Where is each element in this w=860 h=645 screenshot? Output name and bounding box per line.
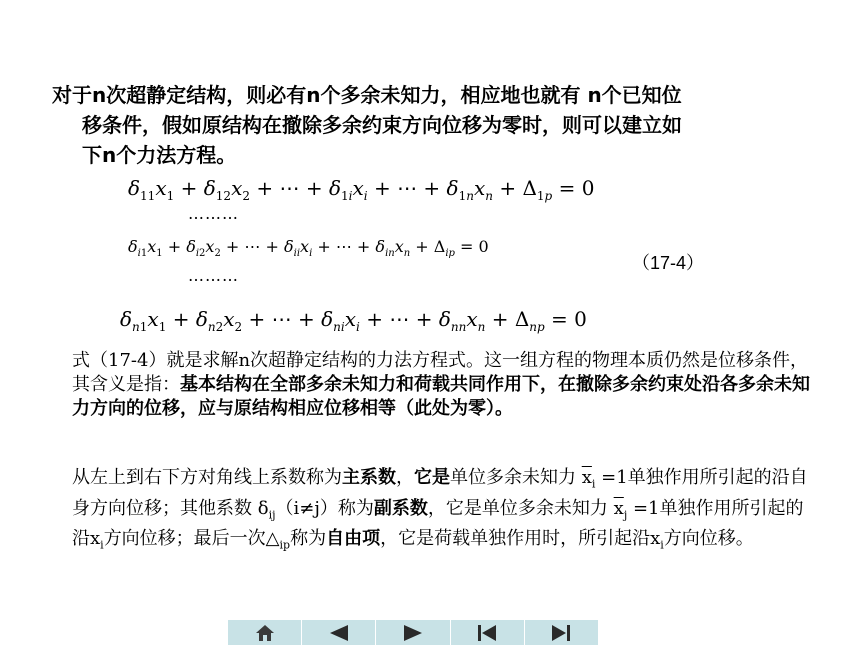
prev-icon xyxy=(328,624,350,642)
free-term: 自由项 xyxy=(326,528,381,550)
last-page-button[interactable] xyxy=(525,620,598,645)
home-icon xyxy=(255,624,275,642)
p2-text-6: ，它是单位多余未知力 xyxy=(427,497,614,519)
xi-subscript: i xyxy=(591,477,596,491)
intro-line-1: 对于n次超静定结构，则必有n个多余未知力，相应地也就有 n个已知位 xyxy=(52,83,682,107)
p2-text-10: ，它是荷载单独作用时，所引起沿x xyxy=(380,528,661,550)
xi2-subscript: i xyxy=(100,538,104,552)
home-button[interactable] xyxy=(228,620,302,645)
p2-text-4: =1单独作用所引起的沿自身方向位移；其他系数 δ xyxy=(72,467,808,519)
intro-line-2: 移条件，假如原结构在撤除多余约束方向位移为零时，则可以建立如 xyxy=(82,113,682,137)
equation-first-row: $\delta_{11}x_1 + \delta_{12}x_2$ + ⋯ + $\delta_{1i}x_i$ + ⋯ + $\delta_{1n}x_n + \Delta_{1p} = 0$ xyxy=(128,176,595,203)
next-icon xyxy=(402,624,424,642)
last-icon xyxy=(550,624,572,642)
delta-ij-subscript: ij xyxy=(268,508,276,522)
first-icon xyxy=(476,624,498,642)
p2-text-11: 方向位移。 xyxy=(663,528,754,550)
explanation-paragraph-1 xyxy=(72,349,812,421)
explanation-text: 式（17-4）就是求解n次超静定结构的力法方程式。这一组方程的物理本质仍然是位移条件，其含义是指： xyxy=(72,350,809,395)
unit-force-xj: $\overline{x}$ xyxy=(613,497,624,519)
explanation-paragraph-2 xyxy=(72,466,812,558)
xj-subscript: j xyxy=(623,508,628,522)
p2-text-7: =1单独作用所引起的沿x xyxy=(72,497,804,550)
secondary-coefficient-term: 副系数 xyxy=(373,497,428,519)
p2-text-3: 单位多余未知力 xyxy=(450,467,582,488)
xi3-subscript: i xyxy=(660,538,664,552)
ellipsis-2: ……… xyxy=(188,266,239,285)
p2-text-9: 称为 xyxy=(290,528,327,550)
intro-text xyxy=(52,80,812,170)
first-page-button[interactable] xyxy=(451,620,525,645)
p2-text-8: 方向位移；最后一次△ xyxy=(103,528,280,550)
explanation-bold: 基本结构在全部多余未知力和荷载共同作用下，在撤除多余约束处沿各多余未知力方向的位移，应与原结构相应位移相等（此处为零）。 xyxy=(72,374,810,419)
equation-number: （17-4） xyxy=(632,253,705,273)
next-button[interactable] xyxy=(376,620,450,645)
previous-button[interactable] xyxy=(302,620,376,645)
p2-text-1: 从左上到右下方对角线上系数称为 xyxy=(72,467,342,488)
main-coefficient-term: 主系数 xyxy=(342,467,396,488)
p2-text-2: ， xyxy=(396,467,414,488)
p2-bold-2: 它是 xyxy=(414,467,450,488)
ip-subscript: ip xyxy=(279,538,291,552)
unit-force-xi: $\overline{x}$ xyxy=(581,467,592,488)
ellipsis-1: ……… xyxy=(188,204,239,223)
slide-navigation-bar xyxy=(228,620,598,645)
equation-i-row: $\delta_{i1}x_1 + \delta_{i2}x_2$ + ⋯ + $\delta_{ii}x_i$ + ⋯ + $\delta_{in}x_n + \Delta_{ip} = 0$ xyxy=(128,237,489,260)
p2-text-5: （i≠j）称为 xyxy=(275,497,374,519)
intro-line-3: 下n个力法方程。 xyxy=(82,143,237,167)
equation-n-row: $\delta_{n1}x_1 + \delta_{n2}x_2$ + ⋯ + $\delta_{ni}x_i$ + ⋯ + $\delta_{nn}x_n + \Delta_{np} = 0$ xyxy=(120,307,587,334)
